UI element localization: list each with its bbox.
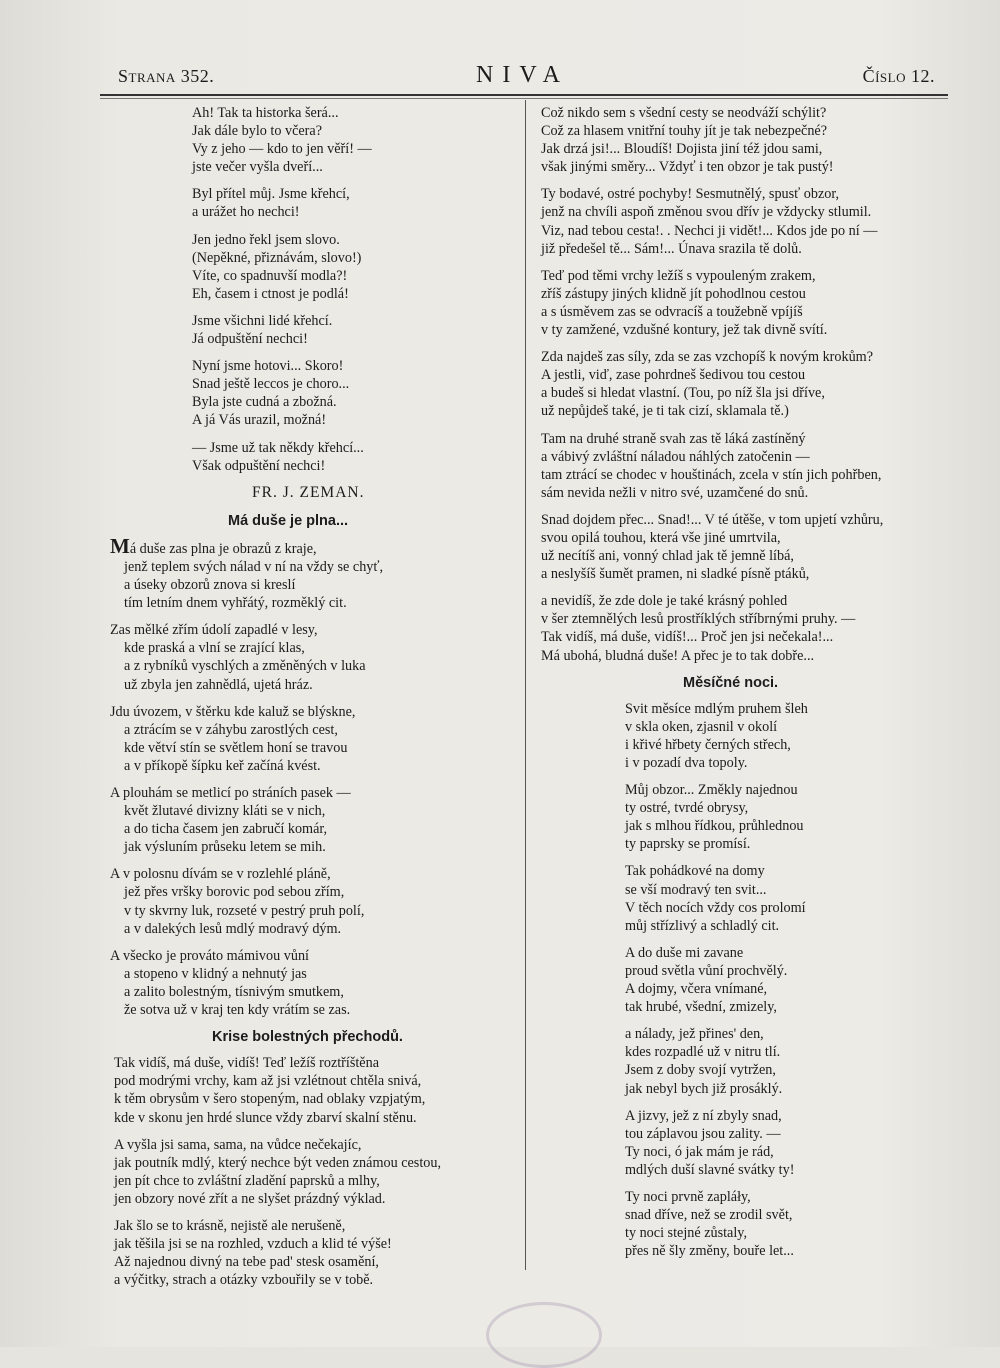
right-column [537,104,957,1269]
verse-line: A v polosnu dívám se v rozlehlé pláně, [110,866,331,883]
verse-line: přes ně šly změny, bouře let... [625,1243,794,1260]
verse-line: už zbyla jen zahnědlá, ujetá hráz. [124,676,313,693]
verse-line: Což nikdo sem s všední cesty se neodváží schýlit? [541,105,827,121]
verse-line: A plouhám se metlicí po stráních pasek — [110,785,351,801]
stanza [625,944,957,1016]
stanza [110,533,515,612]
poem-mesicne-noci [537,700,957,1261]
verse-line: A jestli, viď, zase pohrdneš šedivou tou cestou [541,367,806,384]
verse-line: Ty noci prvně zapláły, [625,1188,751,1205]
verse-line: kde v skonu jen hrdé slunce vždy zbarví skalní stěnu. [114,1109,417,1126]
stanza [625,1107,957,1179]
stanza [537,592,957,664]
verse-line: mdlých duší slavné svátky ty! [625,1161,795,1178]
verse-line: Jak dále bylo to včera? [192,123,322,140]
verse-line: Tak vidíš, má duše, vidíš! Teď ležíš roztříštěna [114,1055,379,1072]
verse-line: Až najednou divný na tebe pad' stesk osamění, [114,1254,379,1271]
stanza [110,703,515,775]
verse-line: a urážet ho nechci! [192,204,300,221]
verse-line: že sotva už v kraj ten kdy vrátím se zas. [124,1002,351,1019]
verse-line [110,533,515,558]
verse-line: Vy z jeho — kdo to jen věří! — [192,141,372,158]
verse-line: v šer ztemnělých lesů prostříklých stříbrnými pruhy. — [541,611,856,628]
verse-line: ty paprsky se promísí. [625,836,751,853]
verse-line: Však odpuštění nechci! [192,457,326,474]
verse-line: — Jsme už tak někdy křehcí... [192,439,364,456]
verse-line: A všecko je prováto mámivou vůní [110,947,309,964]
library-stamp [486,1302,602,1368]
verse-line: Ty noci, ó jak mám je rád, [625,1143,774,1160]
stanza [110,865,515,937]
verse-line: Já odpuštění nechci! [192,331,308,348]
stanza [537,185,957,257]
stanza [537,511,957,583]
verse-line: A dojmy, včera vnímané, [625,981,768,998]
verse-line: a nálady, jež přines' den, [625,1026,764,1043]
stanza [625,1025,957,1097]
verse-line: květ žlutavé divizny kláti se v nich, [124,803,326,820]
verse-line: v skla oken, zjasnil v okolí [625,718,778,735]
journal-title: NIVA [476,62,569,88]
verse-line: jak s mlhou řídkou, průhlednou [625,818,804,835]
verse-line: Tak pohádkové na domy [625,863,765,880]
verse-line: a vábivý zvláštní náladou náhlých zatočenin — [541,448,810,465]
verse-line: Což za hlasem vnitřní touhy jít je tak nebezpečné? [541,123,828,140]
stanza [537,267,957,339]
stanza [110,1136,515,1208]
verse-line: a ztrácím se v záhybu zarostlých cest, [124,721,338,738]
stanza [110,621,515,693]
verse-line: A vyšla jsi sama, sama, na vůdce nečekajíc, [114,1136,362,1153]
verse-line: A jizvy, jež z ní zbyly snad, [625,1107,782,1124]
verse-line: ty noci stejné zůstaly, [625,1225,748,1242]
verse-line: v ty zamžené, vzdušné kontury, jež tak divně svítí. [541,322,828,339]
verse-line: Eh, časem i ctnost je podlá! [192,285,349,302]
verse-line: už nepůjdeš také, je ti tak cizí, sklamala tě.) [541,403,789,420]
verse-line: a nevidíš, že zde dole je také krásný pohled [541,593,788,610]
verse-line: Jen jedno řekl jsem slovo. [192,231,340,248]
verse-line: Zas mělké zřím údolí zapadlé v lesy, [110,622,318,639]
verse-line: jak výsluním průseku letem se mih. [124,839,326,856]
verse-line: A já Vás urazil, možná! [192,412,327,429]
verse-line: už necítíš ani, vonný chlad jak tě jemně líbá, [541,548,794,565]
verse-line: však jinými směry... Vždyť i ten obzor je tak pustý! [541,159,834,176]
verse-line: Byl přítel můj. Jsme křehcí, [192,186,350,203]
verse-line: Jsem z doby svojí vytržen, [625,1062,776,1079]
poem-ma-duse [110,533,515,1019]
verse-line: Snad dojdem přec... Snad!... V té útěše, v tom upjetí vzhůru, [541,511,884,528]
poem-title-krise: Krise bolestných přechodů. [212,1029,403,1046]
verse-line: Jsme všichni lidé křehcí. [192,312,333,329]
poem-krise [110,1054,515,1289]
verse-line: tím letním dnem vyhřátý, rozměklý cit. [124,595,347,612]
verse-line: jen pít chce to zvláštní zladění paprsků a mlhy, [114,1172,380,1189]
verse-line: jenž teplem svých nálad v ní na vždy se chyť, [124,558,383,575]
stanza [537,430,957,502]
verse-line: jen obzory nové zřít a ne slyšet prázdný výklad. [114,1190,386,1207]
verse-line: Ty bodavé, ostré pochyby! Sesmutnělý, spusť obzor, [541,186,840,203]
verse-line: Má ubohá, bludná duše! A přec je to tak dobře... [541,647,815,664]
verse-line: kde praská a vlní se zrající klas, [124,640,305,657]
verse-line: snad dříve, než se zrodil svět, [625,1207,793,1224]
verse-line: tam ztrácí se chodec v houštinách, zcela v stín jich pohřben, [541,466,882,483]
header-rule [100,94,948,96]
verse-line: Můj obzor... Změkly najednou [625,782,798,799]
stanza [110,784,515,856]
verse-line: a z rybníků vyschlých a změněných v luka [124,658,366,675]
verse-line: Zda najdeš zas síly, zda se zas vzchopíš k novým krokům? [541,349,873,366]
verse-line: ty ostré, tvrdé obrysy, [625,800,749,817]
verse-line: a výčitky, strach a otázky vzbouřily se v tobě. [114,1272,374,1289]
stanza [625,1188,957,1260]
verse-line: a v dalekých lesů mdlý modravý dým. [124,920,342,937]
stanza [537,348,957,420]
verse-text: á duše zas plna je obrazů z kraje, [129,540,317,557]
poem-first [110,104,515,475]
verse-line: sám nevida nežli v nitro své, uzamčené do snů. [541,484,809,501]
verse-line: Teď pod těmi vrchy ležíš s vypouleným zrakem, [541,267,816,284]
verse-line: jak nebyl bych již prosáklý. [625,1080,783,1097]
verse-line: a stopeno v klidný a nehnutý jas [124,965,307,982]
verse-line: již předešel tě... Sám!... Únava srazila tě dolů. [541,240,802,257]
stanza [110,231,515,303]
verse-line: i v pozadí dva topoly. [625,755,748,771]
drop-cap: M [110,533,130,558]
verse-line: jak těšila jsi se na rozhled, vzduch a klid té výše! [114,1236,392,1253]
stanza [110,947,515,1019]
verse-line: Byla jste cudná a zbožná. [192,394,337,411]
verse-line: svou opilá touhou, která vše jiné umrtvila, [541,529,781,546]
verse-line: V těch nocích vždy cos prolomí [625,899,806,916]
poem-title-mesicne-noci: Měsíčné noci. [683,674,779,691]
verse-line: a s úsměvem zas se odvracíš a toužebně vpíjíš [541,303,803,320]
verse-line: a budeš si hledat vlastní. (Tou, po níž šla jsi dříve, [541,385,825,402]
column-divider [525,100,526,1270]
verse-line: a úseky obzorů znova si kreslí [124,577,296,594]
stanza [625,700,957,772]
verse-line: proud světla vůní prochvělý. [625,962,788,979]
stanza [110,1054,515,1126]
issue-number: Číslo 12. [862,66,935,86]
stanza [110,312,515,348]
verse-line: (Nepěkné, přiznávám, slovo!) [192,249,362,266]
stanza [625,781,957,853]
verse-line: tak hrubé, všední, zmizely, [625,999,777,1016]
verse-line: Tam na druhé straně svah zas tě láká zastíněný [541,430,806,447]
verse-line: Viz, nad tebou cesta!. . Nechci ji vidět!... Kdos jde po ní — [541,222,878,239]
verse-line: kde větví stín se světlem honí se travou [124,739,348,756]
verse-line: Ah! Tak ta historka šerá... [192,105,339,121]
verse-line: Jdu úvozem, v štěrku kde kaluž se blýskne, [110,703,356,720]
stanza [537,104,957,176]
stanza [110,1217,515,1289]
verse-line: Tak vidíš, má duše, vidíš!... Proč jen jsi nečekala!... [541,629,834,646]
verse-line: Jak šlo se to krásně, nejistě ale nerušeně, [114,1217,346,1234]
verse-line: Jak drzá jsi!... Bloudíš! Dojista jiní též jdou sami, [541,141,823,158]
stanza [625,862,957,934]
verse-line: A do duše mi zavane [625,944,744,961]
verse-line: jež přes vršky borovic pod sebou zřím, [124,884,345,901]
page-header [100,62,945,90]
header-rule-thin [100,98,948,99]
verse-line: můj střízlivý a schladlý cit. [625,917,780,934]
verse-line: Víte, co spadnuvší modla?! [192,267,348,284]
verse-line: zříš zástupy jiných klidně jít pohodlnou cestou [541,285,806,302]
stanza [110,357,515,429]
page-number: Strana 352. [118,66,215,86]
verse-line: i křivé hřbety černých střech, [625,736,791,753]
verse-line: Nyní jsme hotovi... Skoro! [192,358,344,375]
stanza [110,185,515,221]
poem-krise-continued [537,104,957,665]
author-signature: FR. J. ZEMAN. [252,483,365,501]
poem-title-ma-duse: Má duše je plna... [228,512,349,529]
verse-line: Svit měsíce mdlým pruhem šleh [625,700,808,717]
stanza [110,104,515,176]
verse-line: v ty skvrny luk, rozseté v pestrý pruh polí, [124,902,365,919]
verse-line: a neslyšíš šumět pramen, ni sladké písně ptáků, [541,566,810,583]
verse-line: Snad ještě leccos je choro... [192,376,350,393]
verse-line: a zalito bolestným, tísnivým smutkem, [124,983,344,1000]
verse-line: se vší modravý ten svit... [625,881,767,898]
verse-line: jak poutník mdlý, který nechce být veden známou cestou, [114,1154,442,1171]
verse-line: pod modrými vrchy, kam až jsi vzlétnout chtěla snivá, [114,1073,422,1090]
verse-line: kdes rozpadlé už v nitru tlí. [625,1044,781,1061]
left-column [110,104,515,1298]
stanza [110,439,515,475]
verse-line: a do ticha časem jen zabručí komár, [124,821,328,838]
verse-line: a v příkopě šípku keř začíná kvést. [124,757,321,774]
verse-line: k těm obrysům v šero stopeným, nad oblaky vzpjatým, [114,1091,426,1108]
verse-line: jenž na chvíli aspoň změnou svou dřív je vždycky stlumil. [541,204,872,221]
verse-line: tou záplavou jsou zality. — [625,1125,781,1142]
verse-line: jste večer vyšla dveří... [192,159,323,176]
